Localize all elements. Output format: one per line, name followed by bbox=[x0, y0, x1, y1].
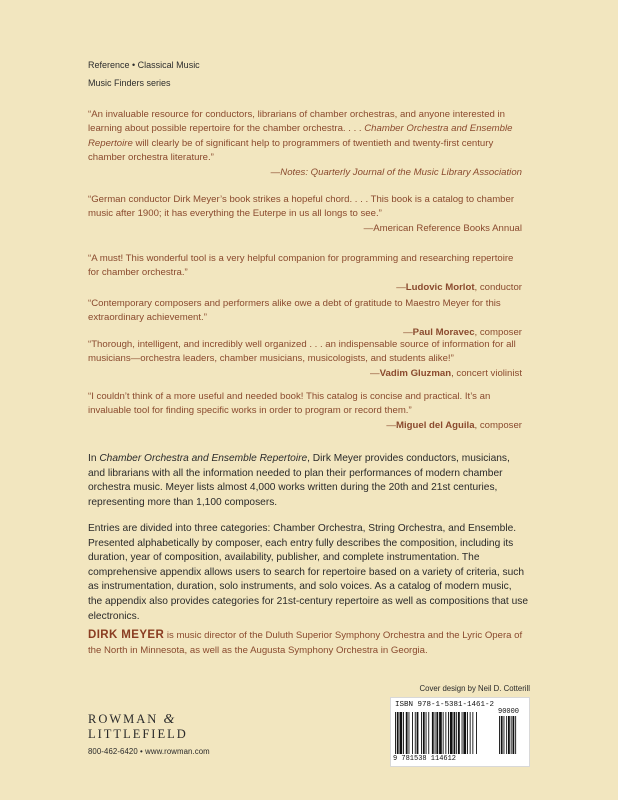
publisher-ampersand: & bbox=[163, 712, 175, 727]
publisher-logo bbox=[88, 712, 210, 756]
praise-author-name: Vadim Gluzman bbox=[379, 367, 452, 379]
praise-quote-text: “A must! This wonderful tool is a very helpful companion for programming and researching repertoire for chamber orchestra.” bbox=[88, 253, 514, 279]
praise-quote-text: “I couldn’t think of a more useful and needed book! This catalog is concise and practical. It’s an invaluable tool for finding specific works in order to program or record them.” bbox=[88, 391, 491, 417]
praise-author-role: , concert violinist bbox=[451, 367, 522, 379]
series-label: Music Finders series bbox=[88, 78, 171, 88]
author-bio-text: is music director of the Duluth Superior Symphony Orchestra and the Lyric Opera of the North in Minnesota, as well as the Augusta Symphony Orchestra in Georgia. bbox=[88, 630, 523, 656]
author-name: DIRK MEYER bbox=[88, 629, 165, 641]
description-paragraph-2: Entries are divided into three categories: Chamber Orchestra, String Orchestra, and Ensemble. Presented alphabetically by composer, each entry fully describes the composition, including its duration, year of composition, availability, publisher, and complete instrumentation. The comprehensive appendix allows users to search for repertoire based on a variety of criteria, such as instrumentation, duration, solo instruments, and solo voices. As a catalog of modern music, the appendix also provides categories for 21st-century repertoire as well as compositions that use electronics. bbox=[88, 523, 528, 622]
publisher-word-2: LITTLEFIELD bbox=[88, 727, 188, 741]
praise-author-role: , composer bbox=[474, 419, 522, 431]
praise-attribution: —American Reference Books Annual bbox=[363, 222, 522, 234]
barcode bbox=[390, 697, 530, 767]
praise-author-name: Miguel del Aguila bbox=[396, 419, 475, 431]
praise-author-name: Ludovic Morlot bbox=[405, 281, 475, 293]
praise-quote-4: “Contemporary composers and performers alike owe a debt of gratitude to Maestro Meyer for this extraordinary achievement.” —Paul Moravec, composer bbox=[88, 298, 522, 338]
barcode-icon bbox=[395, 712, 495, 754]
praise-quote-6: “I couldn’t think of a more useful and needed book! This catalog is concise and practical. It’s an invaluable tool for finding specific works in order to program or record them.” —Miguel del Aguila, composer bbox=[88, 391, 522, 431]
description-paragraph-1: In Chamber Orchestra and Ensemble Repertoire, Dirk Meyer provides conductors, musicians, and librarians with all the information needed to plan their performances of modern chamber orchestra music. Meyer lists almost 4,000 works written during the 20th and 21st centuries, representing more than 1,100 composers. bbox=[88, 453, 510, 508]
praise-author-name: Paul Moravec bbox=[412, 326, 475, 338]
praise-quote-text: “Contemporary composers and performers alike owe a debt of gratitude to Maestro Meyer for this extraordinary achievement.” bbox=[88, 298, 501, 324]
praise-author-role: , conductor bbox=[474, 281, 522, 293]
praise-quote-5: “Thorough, intelligent, and incredibly well organized . . . an indispensable source of information for all musicians—orchestra leaders, chamber musicians, musicologists, and students alike!” —Vadim Gluzman, concert violinist bbox=[88, 339, 522, 379]
category-label: Reference • Classical Music bbox=[88, 60, 200, 70]
praise-quote-text: “Thorough, intelligent, and incredibly well organized . . . an indispensable source of information for all musicians—orchestra leaders, chamber musicians, musicologists, and students alike!” bbox=[88, 339, 516, 365]
isbn-label: ISBN 978-1-5381-1461-2 bbox=[395, 701, 495, 709]
praise-quote-3: “A must! This wonderful tool is a very helpful companion for programming and researching repertoire for chamber orchestra.” —Ludovic Morlot, conductor bbox=[88, 253, 522, 293]
book-title: Chamber Orchestra and Ensemble Repertoire bbox=[99, 453, 308, 464]
publisher-contact: 800-462-6420 • www.rowman.com bbox=[88, 747, 210, 756]
praise-attribution: —Notes: Quarterly Journal of the Music Library Association bbox=[270, 166, 522, 178]
cover-design-credit: Cover design by Neil D. Cotterill bbox=[419, 684, 530, 693]
barcode-addon-label: 90000 bbox=[498, 708, 520, 716]
praise-quote-text: “An invaluable resource for conductors, librarians of chamber orchestras, and anyone interested in learning about possible repertoire for the chamber orchestra. . . . Chamber Orchestra and Ensemble Repertoire will clearly be of significant help to programmers of twentieth and twenty-first century chamber orchestra literature.” bbox=[88, 109, 513, 164]
praise-quote-text: “German conductor Dirk Meyer’s book strikes a hopeful chord. . . . This book is a catalog to chamber music after 1900; it has everything the Euterpe in us all longs to see.” bbox=[88, 194, 515, 220]
book-meta bbox=[88, 56, 200, 92]
praise-author-role: , composer bbox=[474, 326, 522, 338]
praise-quote-1 bbox=[88, 108, 522, 180]
publisher-word-1: ROWMAN bbox=[88, 712, 159, 726]
barcode-addon-icon bbox=[499, 716, 527, 754]
barcode-digits: 9 781538 114612 bbox=[393, 755, 457, 763]
author-bio bbox=[88, 628, 528, 658]
praise-quote-2 bbox=[88, 193, 522, 236]
